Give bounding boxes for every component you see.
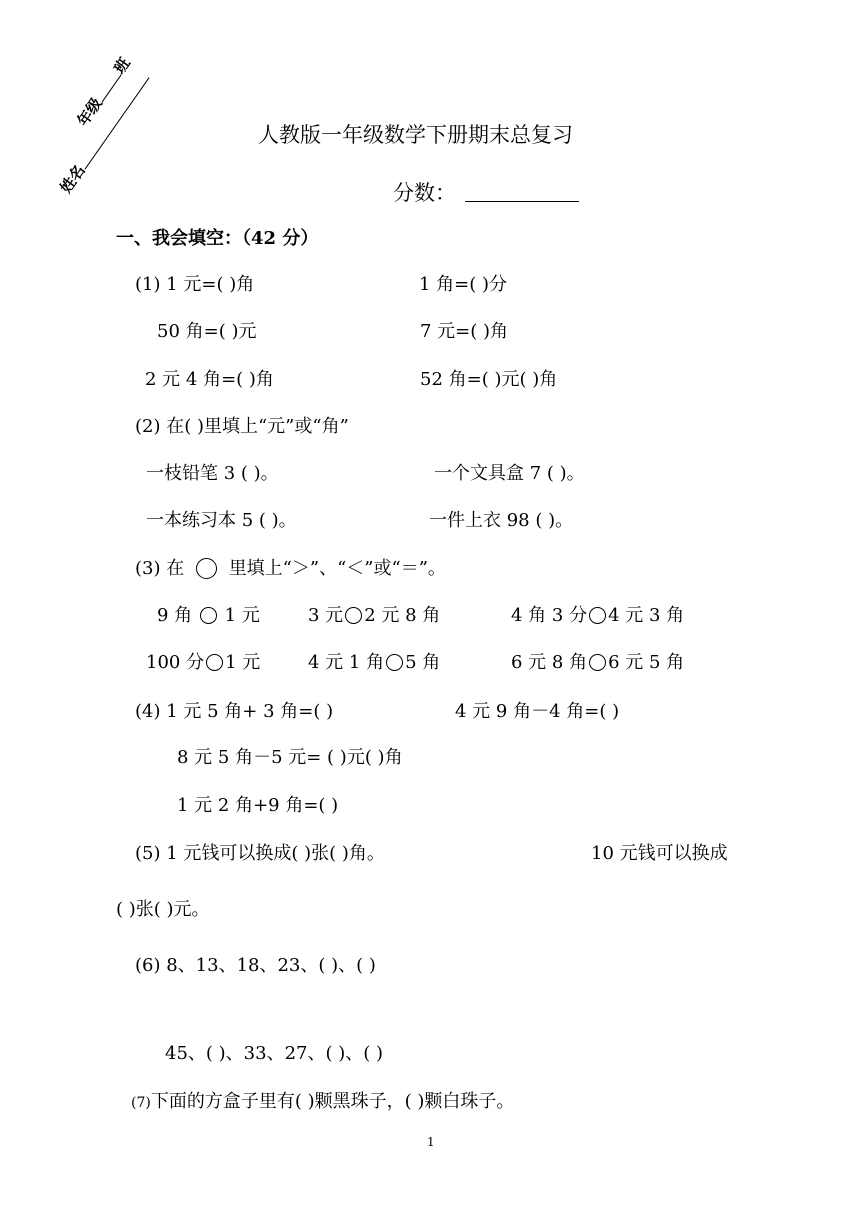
q7-line: [131, 1090, 514, 1115]
q3-compare-2: [308, 604, 440, 628]
q7-number: (7): [131, 1095, 151, 1111]
q2-prompt: (2) 在( )里填上“元”或“角”: [135, 416, 349, 437]
q4-row1-b: 4 元 9 角－4 角=( ): [455, 701, 620, 722]
compare-left: 6 元 8 角: [511, 652, 588, 673]
q2-item-jacket: 一件上衣 98 ( )。: [429, 510, 574, 531]
compare-circle-blank[interactable]: [589, 654, 606, 671]
compare-right: 1 元: [224, 605, 260, 626]
q3-compare-4: [146, 651, 260, 675]
q1-row2-b: 7 元=( )角: [420, 321, 509, 342]
q2-item-exercise-book: 一本练习本 5 ( )。: [146, 510, 297, 531]
grade-label: 年级: [73, 94, 106, 130]
q3-compare-3: [511, 604, 684, 628]
compare-left: 4 角 3 分: [511, 605, 588, 626]
q5-line1-b: 10 元钱可以换成: [591, 843, 728, 864]
q5-line1-a: (5) 1 元钱可以换成( )张( )角。: [135, 843, 385, 864]
compare-circle-blank[interactable]: [589, 607, 606, 624]
compare-right: 5 角: [405, 652, 441, 673]
q3-prompt-right: 里填上“＞”、“＜”或“＝”。: [228, 558, 446, 579]
q6-row1: (6) 8、13、18、23、( )、( ): [135, 955, 376, 976]
q5-line2: ( )张( )元。: [116, 899, 210, 920]
q4-row2: 8 元 5 角－5 元= ( )元( )角: [177, 747, 403, 768]
q2-item-pencil-box: 一个文具盒 7 ( )。: [434, 463, 585, 484]
compare-left: 100 分: [146, 652, 205, 673]
q1-row3-a: 2 元 4 角=( )角: [145, 369, 274, 390]
compare-circle-blank[interactable]: [206, 654, 223, 671]
q2-item-pencil: 一枝铅笔 3 ( )。: [146, 463, 279, 484]
q3-prompt-left: (3) 在: [135, 558, 185, 579]
q6-row2: 45、( )、33、27、( )、( ): [165, 1043, 384, 1064]
compare-right: 2 元 8 角: [364, 605, 441, 626]
compare-right: 4 元 3 角: [608, 605, 685, 626]
compare-circle-blank[interactable]: [200, 607, 217, 624]
compare-left: 4 元 1 角: [308, 652, 385, 673]
q3-prompt: [135, 557, 446, 581]
compare-left: 3 元: [308, 605, 344, 626]
compare-circle-blank[interactable]: [345, 607, 362, 624]
q1-row3-b: 52 角=( )元( )角: [420, 369, 558, 390]
compare-circle-icon: [196, 558, 217, 579]
q3-compare-6: [511, 651, 684, 675]
page-title: 人教版一年级数学下册期末总复习: [258, 123, 573, 147]
q3-compare-5: [308, 651, 440, 675]
q4-row3: 1 元 2 角+9 角=( ): [177, 795, 339, 816]
q1-row1-a: (1) 1 元=( )角: [135, 274, 255, 295]
q1-row1-b: 1 角=( )分: [419, 274, 508, 295]
q3-compare-1: [157, 604, 260, 628]
compare-circle-blank[interactable]: [386, 654, 403, 671]
page-number: 1: [427, 1135, 435, 1149]
compare-left: 9 角: [157, 605, 193, 626]
q7-text: 下面的方盒子里有( )颗黑珠子，( )颗白珠子。: [150, 1091, 515, 1112]
score-label: 分数：: [393, 181, 456, 205]
q1-row2-a: 50 角=( )元: [157, 321, 257, 342]
compare-right: 1 元: [225, 652, 261, 673]
class-label: 班: [110, 54, 134, 78]
compare-right: 6 元 5 角: [608, 652, 685, 673]
q4-row1-a: (4) 1 元 5 角+ 3 角=( ): [135, 701, 334, 722]
section1-heading: 一、我会填空：（42 分）: [116, 228, 319, 249]
score-blank[interactable]: [465, 201, 579, 202]
name-label: 姓名: [56, 161, 89, 197]
